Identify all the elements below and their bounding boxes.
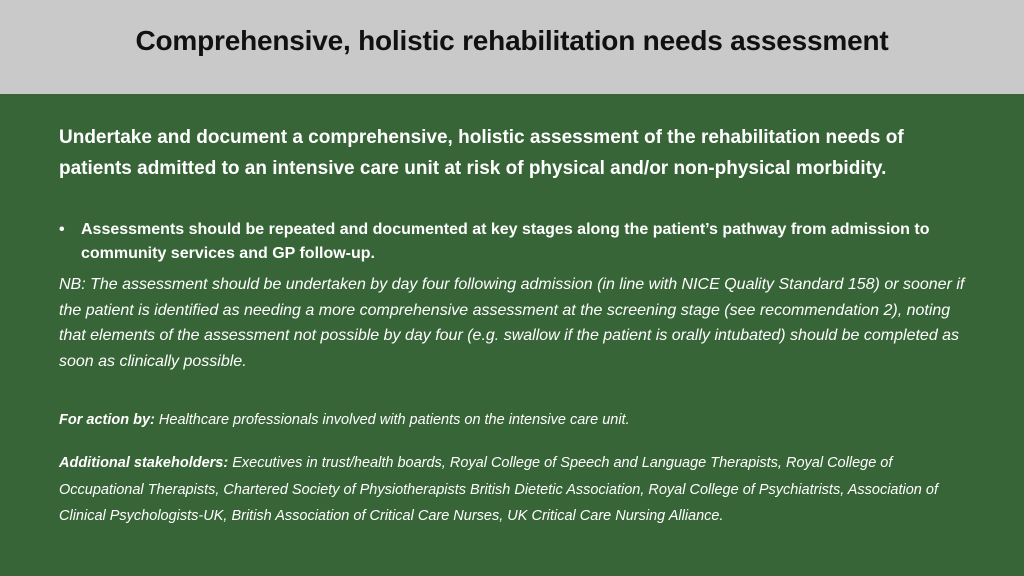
stakeholders-text: Executives in trust/health boards, Royal College of Speech and Language Therapists, Royal College of Occupational Therapists, Chartered Society of Physiotherapists British Dietetic Association, Royal College of Psychiatrists, Association of Clinical Psychologists-UK, British Association of Critical Care Nurses, UK Critical Care Nursing Alliance.: [59, 455, 938, 524]
recommendation-headline: Undertake and document a comprehensive, holistic assessment of the rehabilitation needs of patients admitted to an intensive care unit at risk of physical and/or non-physical morbidity.: [59, 127, 904, 179]
additional-stakeholders: [59, 450, 974, 530]
action-by: [59, 409, 974, 431]
stakeholders-label: Additional stakeholders:: [59, 455, 233, 471]
action-by-text: Healthcare professionals involved with patients on the intensive care unit.: [158, 412, 630, 428]
bullet-item: [59, 218, 974, 266]
action-by-label: For action by:: [59, 412, 159, 428]
title-bar: [0, 0, 1024, 94]
bullet-text: Assessments should be repeated and documented at key stages along the patient’s pathway from admission to community services and GP follow-up.: [81, 221, 930, 262]
slide-title: Comprehensive, holistic rehabilitation needs assessment: [135, 25, 889, 56]
bullet-icon: •: [59, 221, 65, 238]
nb-note: NB: The assessment should be undertaken by day four following admission (in line with NICE Quality Standard 158) or sooner if the patient is identified as needing a more comprehensive assessment at the screening stage (see recommendation 2), noting that elements of the assessment not possible by day four (e.g. swallow if the patient is orally intubated) should be completed as soon as clinically possible.: [59, 276, 965, 370]
content-panel: [0, 94, 1024, 576]
